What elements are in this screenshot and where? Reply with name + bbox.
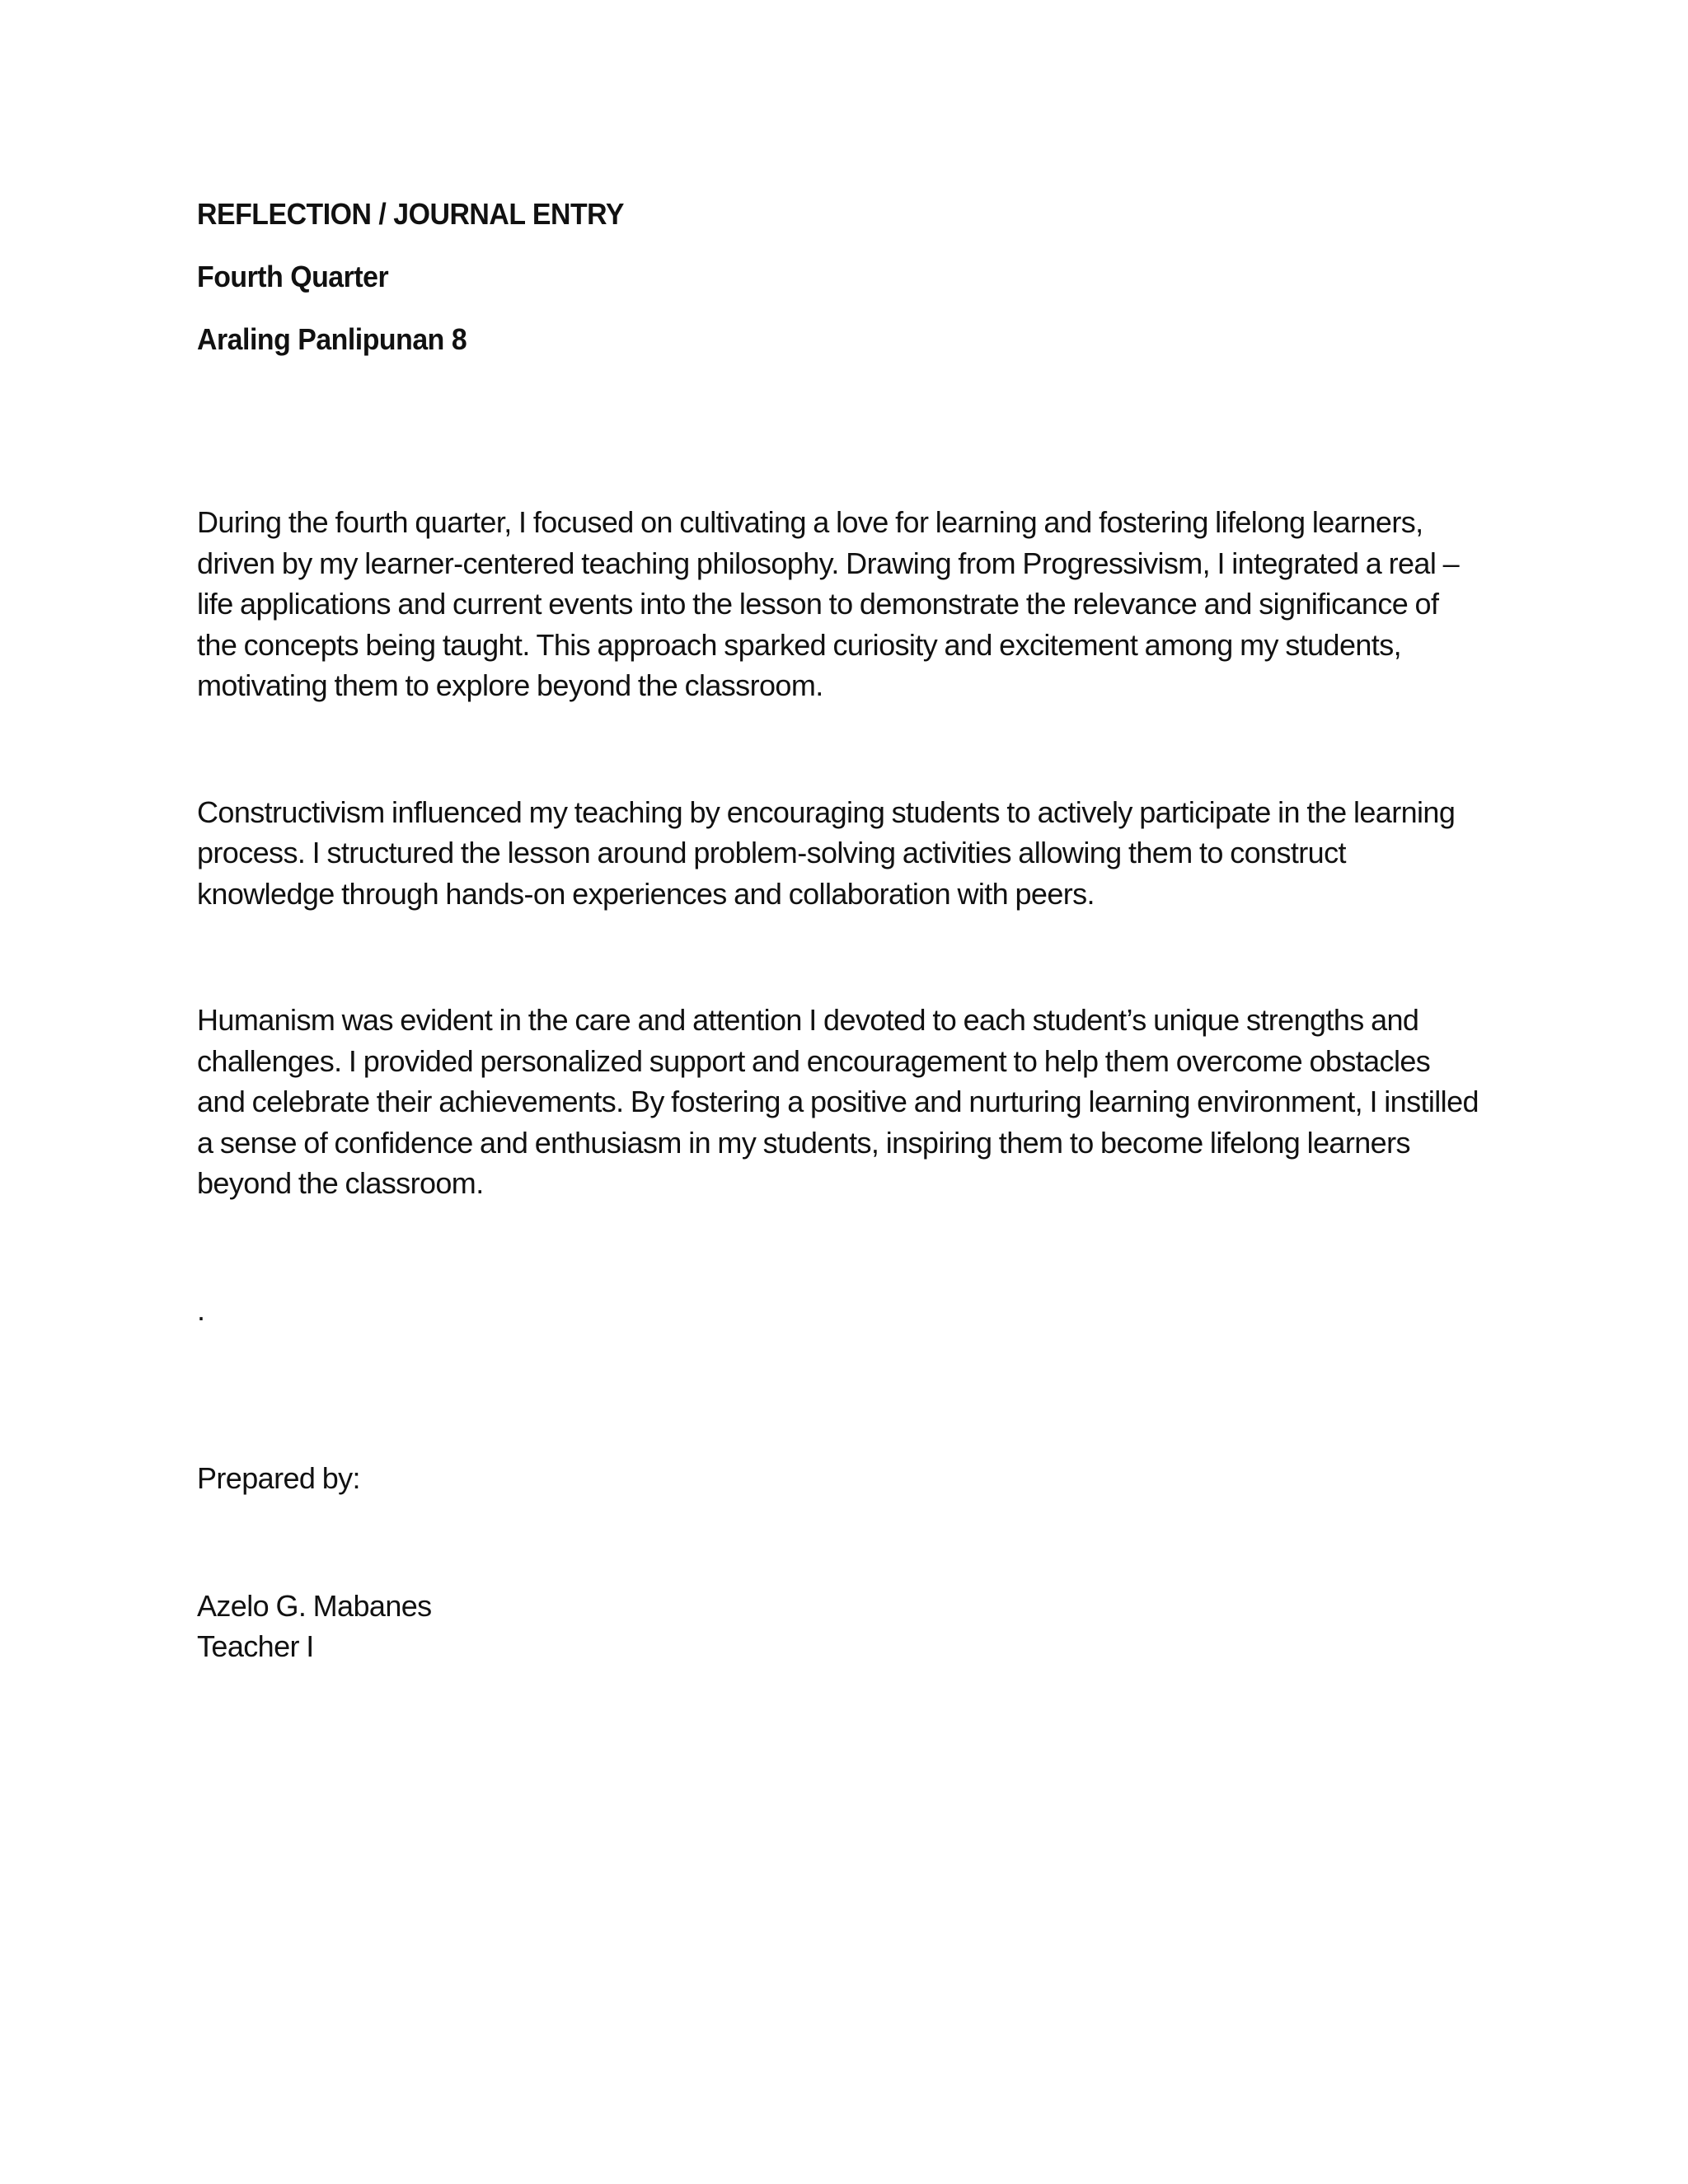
stray-period: . xyxy=(197,1292,205,1327)
subject-heading: Araling Panlipunan 8 xyxy=(197,322,467,356)
document-title: REFLECTION / JOURNAL ENTRY xyxy=(197,197,624,231)
document-content xyxy=(197,196,1483,1667)
signatory-block xyxy=(197,1586,1483,1667)
signatory-name: Azelo G. Mabanes xyxy=(197,1588,432,1623)
paragraph-humanism: Humanism was evident in the care and attention I devoted to each student’s unique strengths and challenges. I provided personalized support and encouragement to help them overcome obstacles and celebrate their achievements. By fostering a positive and nurturing learning environment, I instilled a sense of confidence and enthusiasm in my students, inspiring them to become lifelong learners beyond the classroom. xyxy=(197,1003,1479,1200)
signatory-position: Teacher I xyxy=(197,1629,314,1663)
paragraph-constructivism: Constructivism influenced my teaching by encouraging students to actively participate in the learning process. I structured the lesson around problem-solving activities allowing them to construct knowledge through hands-on experiences and collaboration with peers. xyxy=(197,794,1456,911)
paragraph-progressivism: During the fourth quarter, I focused on cultivating a love for learning and fostering lifelong learners, driven by my learner-centered teaching philosophy. Drawing from Progressivism, I integrated a real – life applications and current events into the lesson to demonstrate the relevance and significance of the concepts being taught. This approach sparked curiosity and excitement among my students, motivating them to explore beyond the classroom. xyxy=(197,505,1460,702)
prepared-by-label: Prepared by: xyxy=(197,1461,360,1495)
quarter-heading: Fourth Quarter xyxy=(197,260,389,293)
